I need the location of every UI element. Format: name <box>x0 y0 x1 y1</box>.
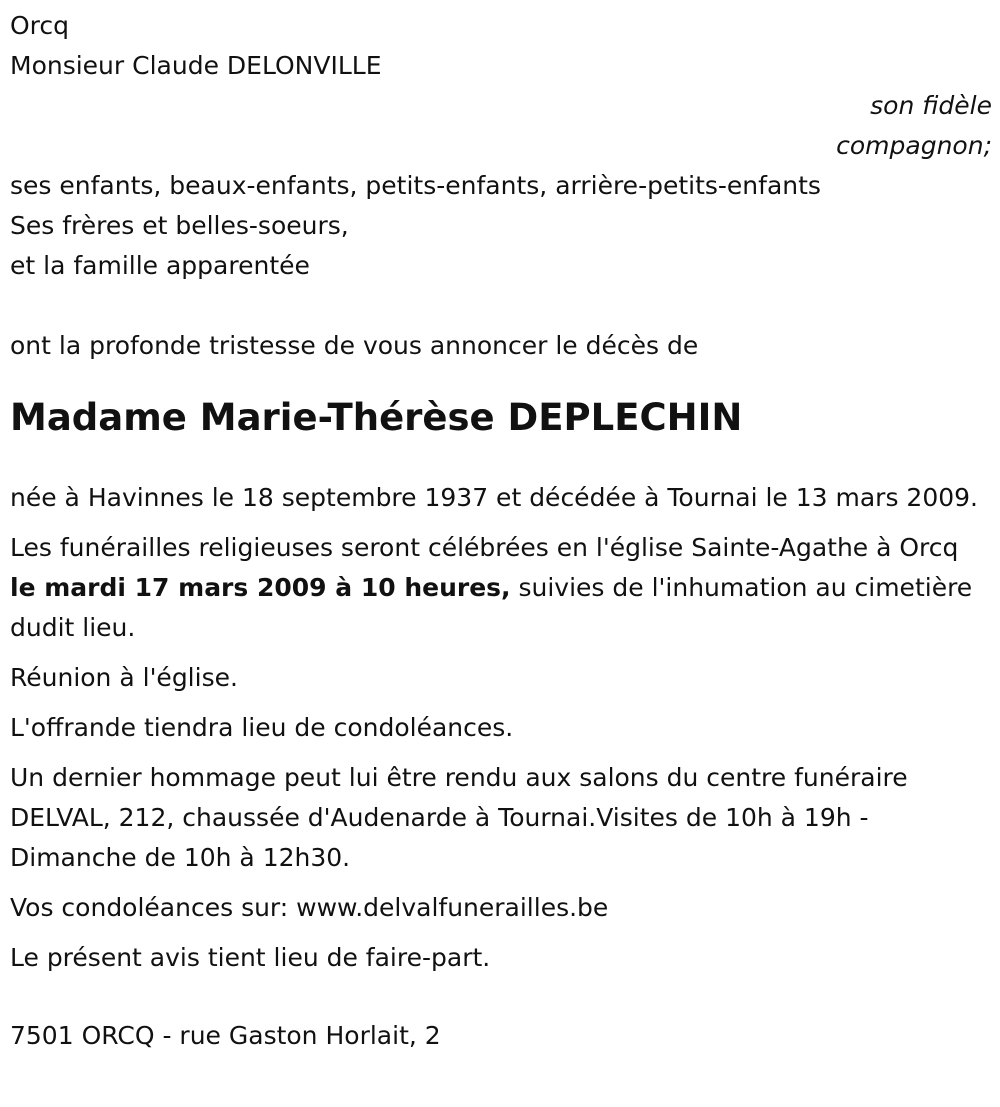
offrande-paragraph: L'offrande tiendra lieu de condoléances. <box>10 713 514 742</box>
deceased-name: Madame Marie-Thérèse DEPLECHIN <box>10 396 743 439</box>
faire-part-paragraph: Le présent avis tient lieu de faire-part. <box>10 943 491 972</box>
reunion-paragraph: Réunion à l'église. <box>10 663 238 692</box>
partner-role <box>10 86 992 166</box>
place-name: Orcq <box>10 11 70 40</box>
announcement-text: ont la profonde tristesse de vous annoncer le décès de <box>10 331 699 360</box>
condoleances-paragraph: Vos condoléances sur: www.delvalfunerailles.be <box>10 893 609 922</box>
hommage-paragraph: Un dernier hommage peut lui être rendu aux salons du centre funéraire DELVAL, 212, chaussée d'Audenarde à Tournai.Visites de 10h à 19h - Dimanche de 10h à 12h30. <box>10 763 908 872</box>
birth-death-paragraph: née à Havinnes le 18 septembre 1937 et décédée à Tournai le 13 mars 2009. <box>10 483 978 512</box>
spacer <box>10 286 990 326</box>
address: 7501 ORCQ - rue Gaston Horlait, 2 <box>10 1021 441 1050</box>
family-line-relatives: et la famille apparentée <box>10 251 310 280</box>
funeral-date-time: le mardi 17 mars 2009 à 10 heures, <box>10 573 511 602</box>
partner-name: Monsieur Claude DELONVILLE <box>10 51 382 80</box>
funeral-paragraph <box>10 528 990 648</box>
partner-role-line1: son fidèle <box>870 91 992 120</box>
family-line-siblings: Ses frères et belles-soeurs, <box>10 211 349 240</box>
funeral-text-after: suivies de l'inhumation au cimetière dudit lieu. <box>10 573 973 642</box>
family-line-children: ses enfants, beaux-enfants, petits-enfants, arrière-petits-enfants <box>10 171 821 200</box>
partner-role-line2: compagnon; <box>836 131 992 160</box>
funeral-text-before: Les funérailles religieuses seront célébrées en l'église Sainte-Agathe à Orcq <box>10 533 959 562</box>
